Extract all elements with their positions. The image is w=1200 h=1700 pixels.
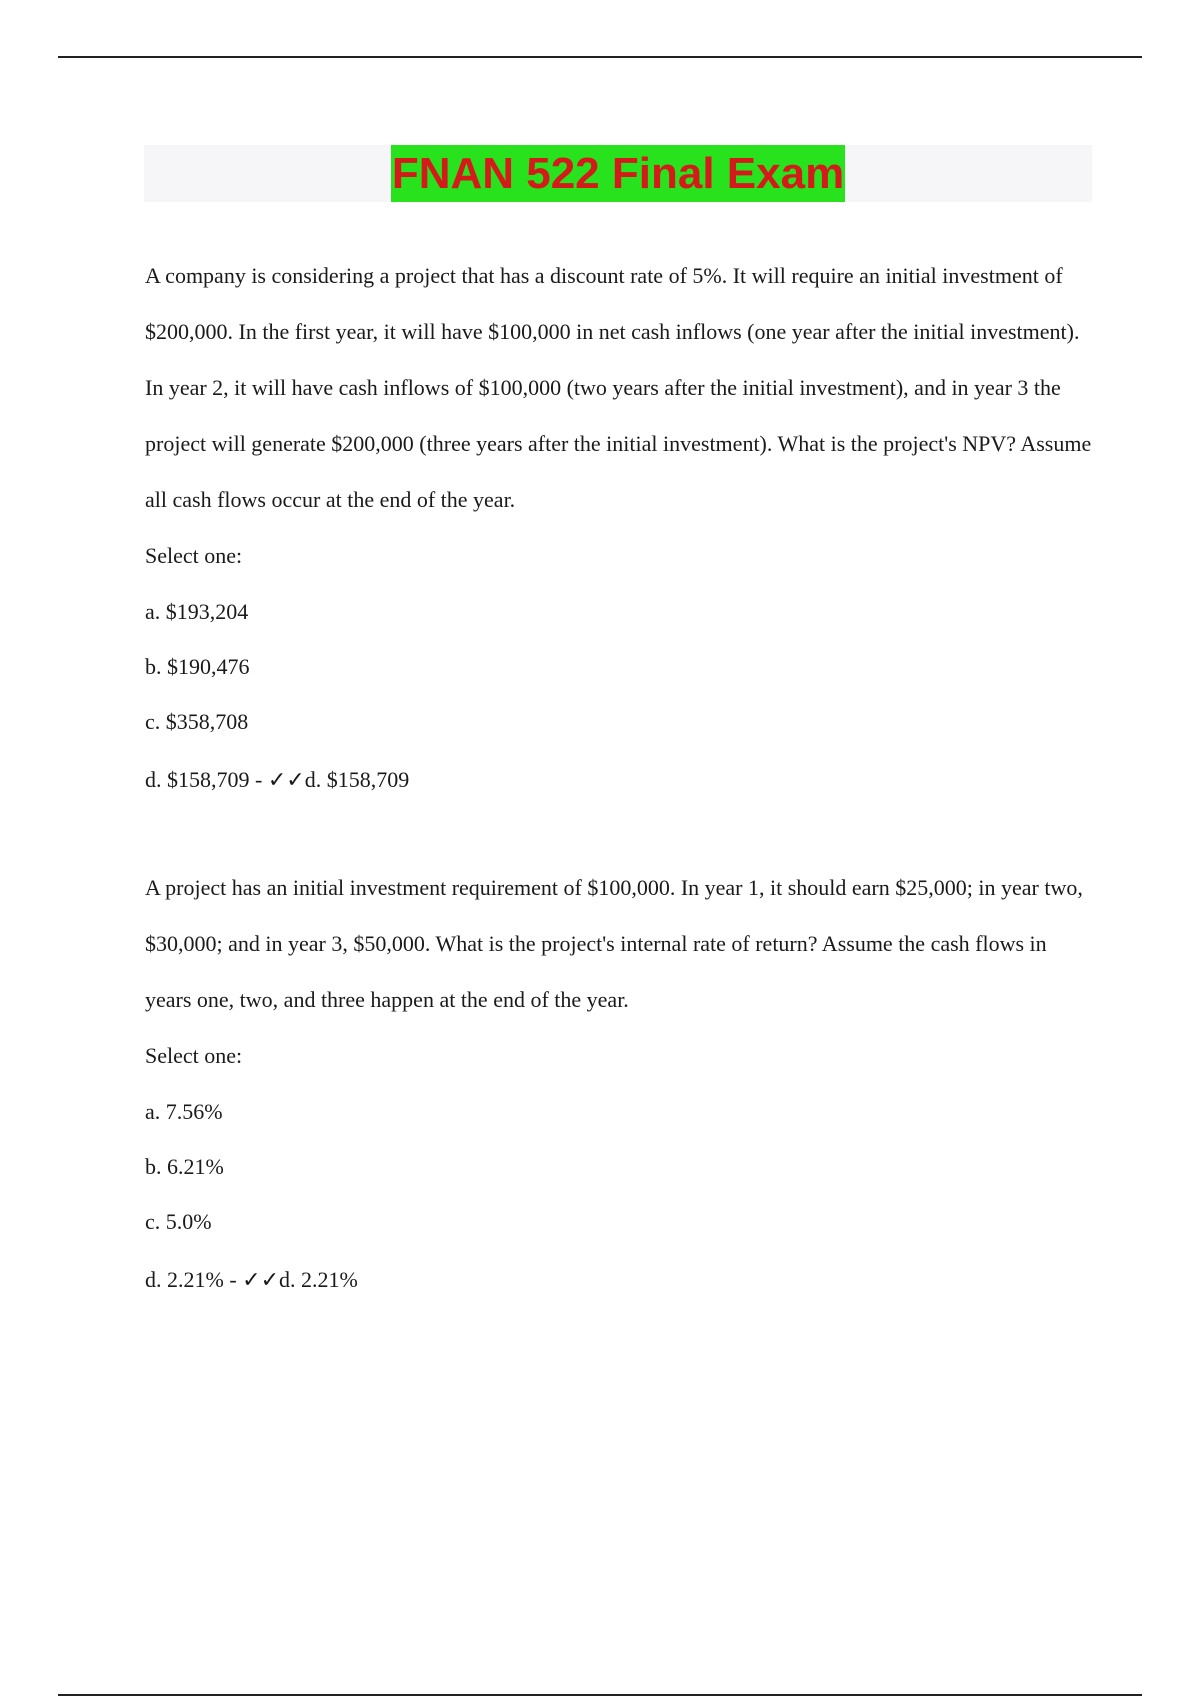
check-mark-icon: ✓✓: [267, 768, 305, 793]
option-c: c. 5.0%: [145, 1209, 212, 1234]
option-d-label: d. 2.21% -: [145, 1267, 243, 1292]
question-1: [145, 248, 1095, 812]
select-one-label: Select one:: [145, 1043, 243, 1068]
option-c: c. $358,708: [145, 709, 249, 734]
option-d-label: d. $158,709 -: [145, 767, 268, 792]
check-mark-icon: ✓✓: [242, 1268, 280, 1293]
option-a: a. 7.56%: [145, 1099, 223, 1124]
option-a: a. $193,204: [145, 599, 249, 624]
footer-rule: [58, 1694, 1142, 1696]
question-text: A company is considering a project that has a discount rate of 5%. It will require an initial investment of $200,000. In the first year, it will have $100,000 in net cash inflows (one year after the initial investment). In year 2, it will have cash inflows of $100,000 (two years after the initial investment), and in year 3 the project will generate $200,000 (three years after the initial investment). What is the project's NPV? Assume all cash flows occur at the end of the year.: [145, 263, 1092, 512]
select-one-label: Select one:: [145, 543, 243, 568]
option-list: [145, 1084, 1095, 1312]
option-d-answer: [145, 749, 1095, 812]
option-b: b. $190,476: [145, 654, 250, 679]
document-title: FNAN 522 Final Exam: [391, 145, 845, 202]
title-band: [144, 145, 1092, 202]
option-d-answer: [145, 1249, 1095, 1312]
option-list: [145, 584, 1095, 812]
document-body: [145, 248, 1095, 1312]
answer-text: d. $158,709: [304, 767, 410, 792]
question-separator: [145, 812, 1095, 860]
question-2: [145, 860, 1095, 1312]
question-text: A project has an initial investment requirement of $100,000. In year 1, it should earn $25,000; in year two, $30,000; and in year 3, $50,000. What is the project's internal rate of return? Assume the cash flows in years one, two, and three happen at the end of the year.: [145, 875, 1083, 1012]
answer-text: d. 2.21%: [279, 1267, 358, 1292]
header-rule: [58, 56, 1142, 58]
option-b: b. 6.21%: [145, 1154, 224, 1179]
